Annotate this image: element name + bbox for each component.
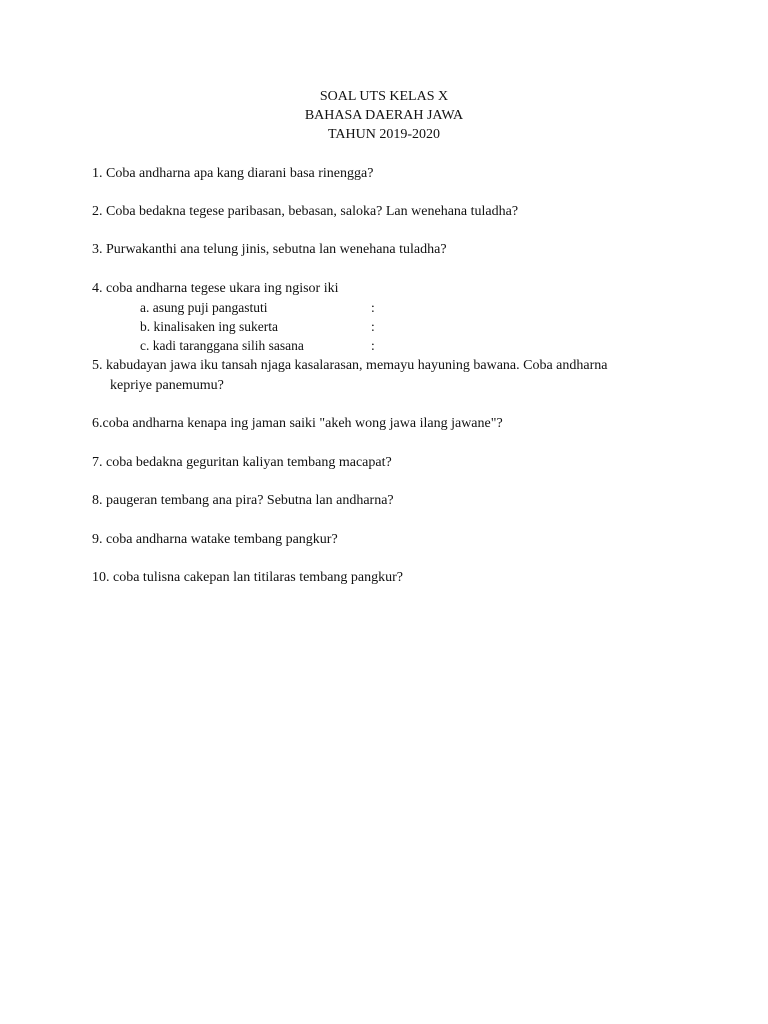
question-6: 6.coba andharna kenapa ing jaman saiki "akeh wong jawa ilang jawane"? [92,416,503,431]
question-1: 1. Coba andharna apa kang diarani basa rinengga? [92,166,374,181]
question-4-item-a-colon: : [371,300,375,315]
title-line-1: SOAL UTS KELAS X [319,89,449,104]
question-3: 3. Purwakanthi ana telung jinis, sebutna lan wenehana tuladha? [92,242,447,257]
question-9: 9. coba andharna watake tembang pangkur? [92,532,338,547]
question-2: 2. Coba bedakna tegese paribasan, bebasan, saloka? Lan wenehana tuladha? [92,204,519,219]
question-5: 5. kabudayan jawa iku tansah njaga kasalarasan, memayu hayuning bawana. Coba andharna [92,358,608,373]
question-4-item-b: b. kinalisaken ing sukerta [140,319,278,334]
question-4-item-a: a. asung puji pangastuti [140,300,268,315]
question-4: 4. coba andharna tegese ukara ing ngisor iki [92,281,339,296]
question-8: 8. paugeran tembang ana pira? Sebutna lan andharna? [92,493,394,508]
title-line-2: BAHASA DAERAH JAWA [304,108,464,123]
question-5-continuation: kepriye panemumu? [110,378,224,393]
question-4-item-c: c. kadi taranggana silih sasana [140,338,304,353]
question-4-item-b-colon: : [371,319,375,334]
question-7: 7. coba bedakna geguritan kaliyan tembang macapat? [92,455,392,470]
question-10: 10. coba tulisna cakepan lan titilaras tembang pangkur? [92,570,404,585]
title-line-3: TAHUN 2019-2020 [327,127,441,142]
question-4-item-c-colon: : [371,338,375,353]
